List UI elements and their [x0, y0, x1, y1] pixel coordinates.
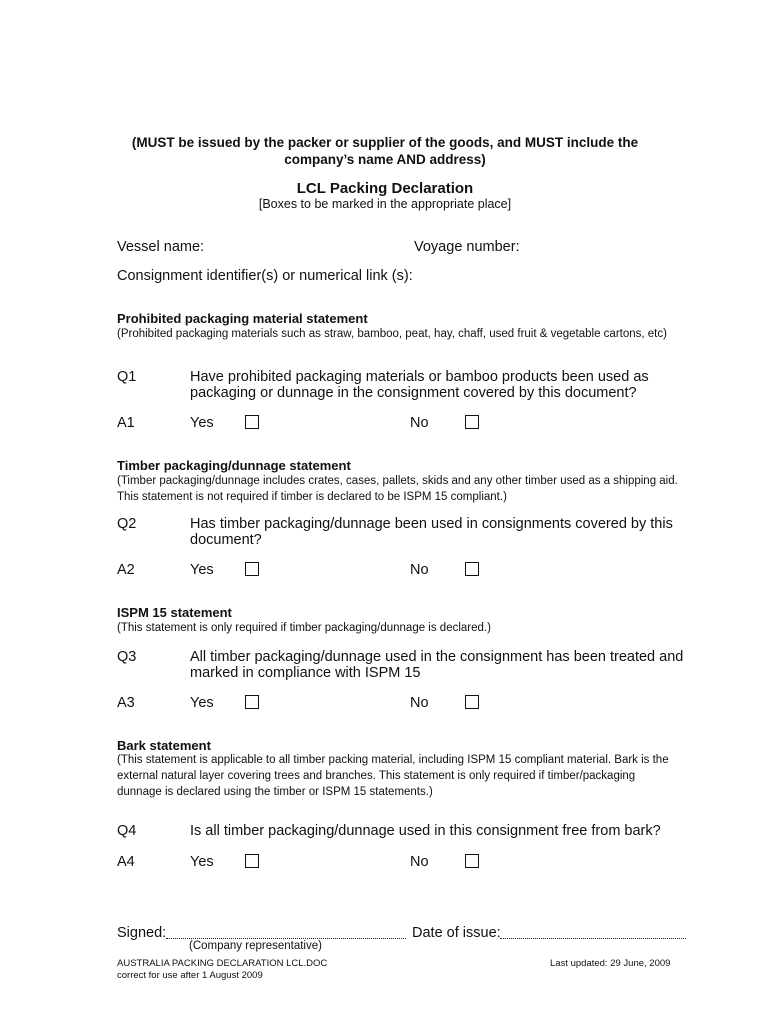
- question-text-q4: Is all timber packaging/dunnage used in this consignment free from bark?: [190, 823, 661, 839]
- page-subtitle: [Boxes to be marked in the appropriate place]: [258, 197, 512, 211]
- yes-checkbox-a2[interactable]: [245, 562, 259, 576]
- issuer-instruction-line-2: company’s name AND address): [284, 152, 486, 167]
- question-label-q1: Q1: [117, 369, 137, 385]
- date-of-issue-line[interactable]: [500, 938, 686, 939]
- section-note-timber: (Timber packaging/dunnage includes crates, cases, pallets, skids and any other timber used as a shipping aid. This statement is not required if timber is declared to be ISPM 15 compliant.): [117, 475, 678, 503]
- question-label-q3: Q3: [117, 649, 137, 665]
- no-checkbox-a1[interactable]: [465, 415, 479, 429]
- yes-label-a1: Yes: [190, 415, 214, 431]
- signed-label: Signed:: [117, 925, 167, 941]
- voyage-number-label: Voyage number:: [414, 239, 520, 255]
- company-representative-label: (Company representative): [189, 940, 322, 952]
- no-label-a1: No: [410, 415, 429, 431]
- issuer-instruction-line-1: (MUST be issued by the packer or supplier of the goods, and MUST include the: [131, 135, 639, 150]
- section-title-timber: Timber packaging/dunnage statement: [117, 458, 351, 473]
- section-note-ispm15: (This statement is only required if timber packaging/dunnage is declared.): [117, 622, 491, 634]
- yes-checkbox-a4[interactable]: [245, 854, 259, 868]
- question-text-q1: Have prohibited packaging materials or bamboo products been used as packaging or dunnage in the consignment covered by this document?: [190, 369, 649, 401]
- page-title: LCL Packing Declaration: [296, 180, 474, 197]
- no-label-a3: No: [410, 695, 429, 711]
- section-title-ispm15: ISPM 15 statement: [117, 605, 232, 620]
- answer-label-a4: A4: [117, 854, 135, 870]
- yes-label-a3: Yes: [190, 695, 214, 711]
- yes-label-a2: Yes: [190, 562, 214, 578]
- section-note-prohibited: (Prohibited packaging materials such as straw, bamboo, peat, hay, chaff, used fruit & vegetable cartons, etc): [117, 328, 667, 340]
- answer-label-a3: A3: [117, 695, 135, 711]
- question-text-q3: All timber packaging/dunnage used in the consignment has been treated and marked in compliance with ISPM 15: [190, 649, 684, 681]
- question-text-q2: Has timber packaging/dunnage been used in consignments covered by this document?: [190, 516, 673, 548]
- question-label-q4: Q4: [117, 823, 137, 839]
- footer-validity: correct for use after 1 August 2009: [117, 970, 263, 981]
- question-label-q2: Q2: [117, 516, 137, 532]
- date-of-issue-label: Date of issue:: [412, 925, 501, 941]
- yes-checkbox-a3[interactable]: [245, 695, 259, 709]
- yes-checkbox-a1[interactable]: [245, 415, 259, 429]
- consignment-identifier-label: Consignment identifier(s) or numerical link (s):: [117, 268, 413, 284]
- no-checkbox-a3[interactable]: [465, 695, 479, 709]
- answer-label-a1: A1: [117, 415, 135, 431]
- no-checkbox-a2[interactable]: [465, 562, 479, 576]
- section-title-bark: Bark statement: [117, 738, 211, 753]
- footer-last-updated: Last updated: 29 June, 2009: [550, 958, 671, 969]
- section-note-bark: (This statement is applicable to all timber packing material, including ISPM 15 compliant material. Bark is the external natural layer covering trees and branches. This statement is only required if timber/packaging dunnage is declared using the timber or ISPM 15 statements.): [117, 754, 669, 798]
- vessel-name-label: Vessel name:: [117, 239, 205, 255]
- no-label-a4: No: [410, 854, 429, 870]
- no-label-a2: No: [410, 562, 429, 578]
- no-checkbox-a4[interactable]: [465, 854, 479, 868]
- yes-label-a4: Yes: [190, 854, 214, 870]
- footer-document-name: AUSTRALIA PACKING DECLARATION LCL.DOC: [117, 958, 328, 969]
- answer-label-a2: A2: [117, 562, 135, 578]
- section-title-prohibited: Prohibited packaging material statement: [117, 311, 368, 326]
- signature-line[interactable]: [166, 938, 406, 939]
